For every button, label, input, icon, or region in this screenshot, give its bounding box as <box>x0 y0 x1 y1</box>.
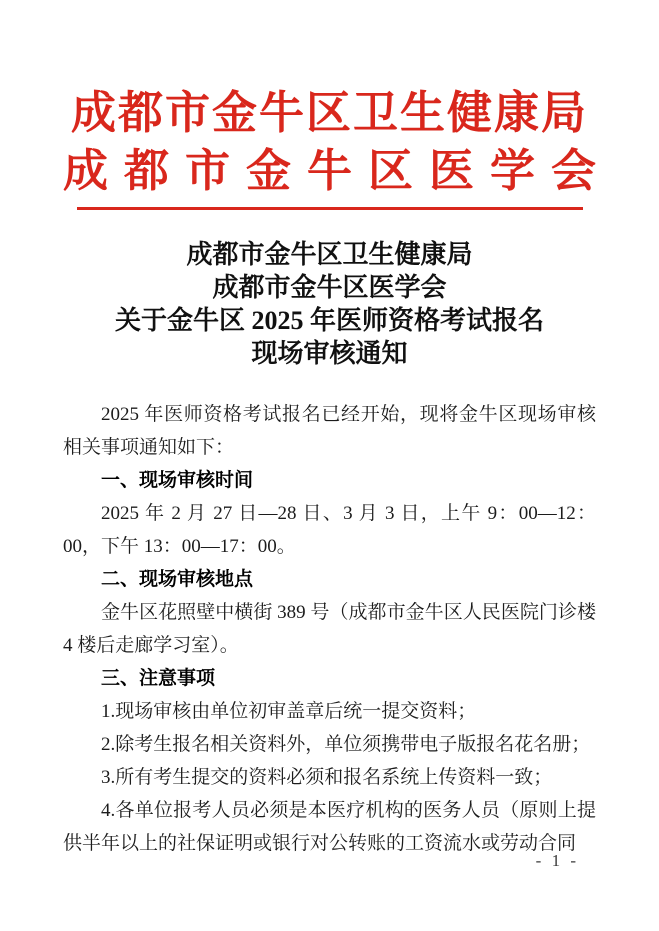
note-item-4: 4.各单位报考人员必须是本医疗机构的医务人员（原则上提供半年以上的社保证明或银行对公转账的工资流水或劳动合同 <box>63 800 596 854</box>
title-line-4: 现场审核通知 <box>251 339 408 368</box>
title-line-3: 关于金牛区 2025 年医师资格考试报名 <box>114 306 544 335</box>
paragraph-review-time: 2025 年 2 月 27 日—28 日、3 月 3 日，上午 9：00—12：00，下午 13：00—17：00。 <box>63 503 596 557</box>
letterhead-line-2: 成都市金牛区医学会 <box>62 146 612 196</box>
title-line-1: 成都市金牛区卫生健康局 <box>186 240 473 269</box>
section-heading-review-location: 二、现场审核地点 <box>101 569 254 590</box>
paragraph-review-location: 金牛区花照壁中横街 389 号（成都市金牛区人民医院门诊楼 4 楼后走廊学习室）。 <box>63 602 596 656</box>
section-heading-review-time: 一、现场审核时间 <box>101 470 254 491</box>
note-item-1: 1.现场审核由单位初审盖章后统一提交资料； <box>101 701 477 722</box>
intro-paragraph: 2025 年医师资格考试报名已经开始，现将金牛区现场审核相关事项通知如下： <box>63 404 596 458</box>
document-body <box>63 398 596 860</box>
note-item-3: 3.所有考生提交的资料必须和报名系统上传资料一致； <box>101 767 553 788</box>
document-title <box>0 238 659 370</box>
title-line-2: 成都市金牛区医学会 <box>212 273 447 302</box>
page-number: - 1 - <box>535 851 579 870</box>
letterhead-divider-rule <box>77 207 583 210</box>
red-letterhead <box>0 84 659 210</box>
letterhead-line-1: 成都市金牛区卫生健康局 <box>70 88 588 138</box>
note-item-2: 2.除考生报名相关资料外，单位须携带电子版报名花名册； <box>101 734 591 755</box>
section-heading-notes: 三、注意事项 <box>101 668 216 689</box>
